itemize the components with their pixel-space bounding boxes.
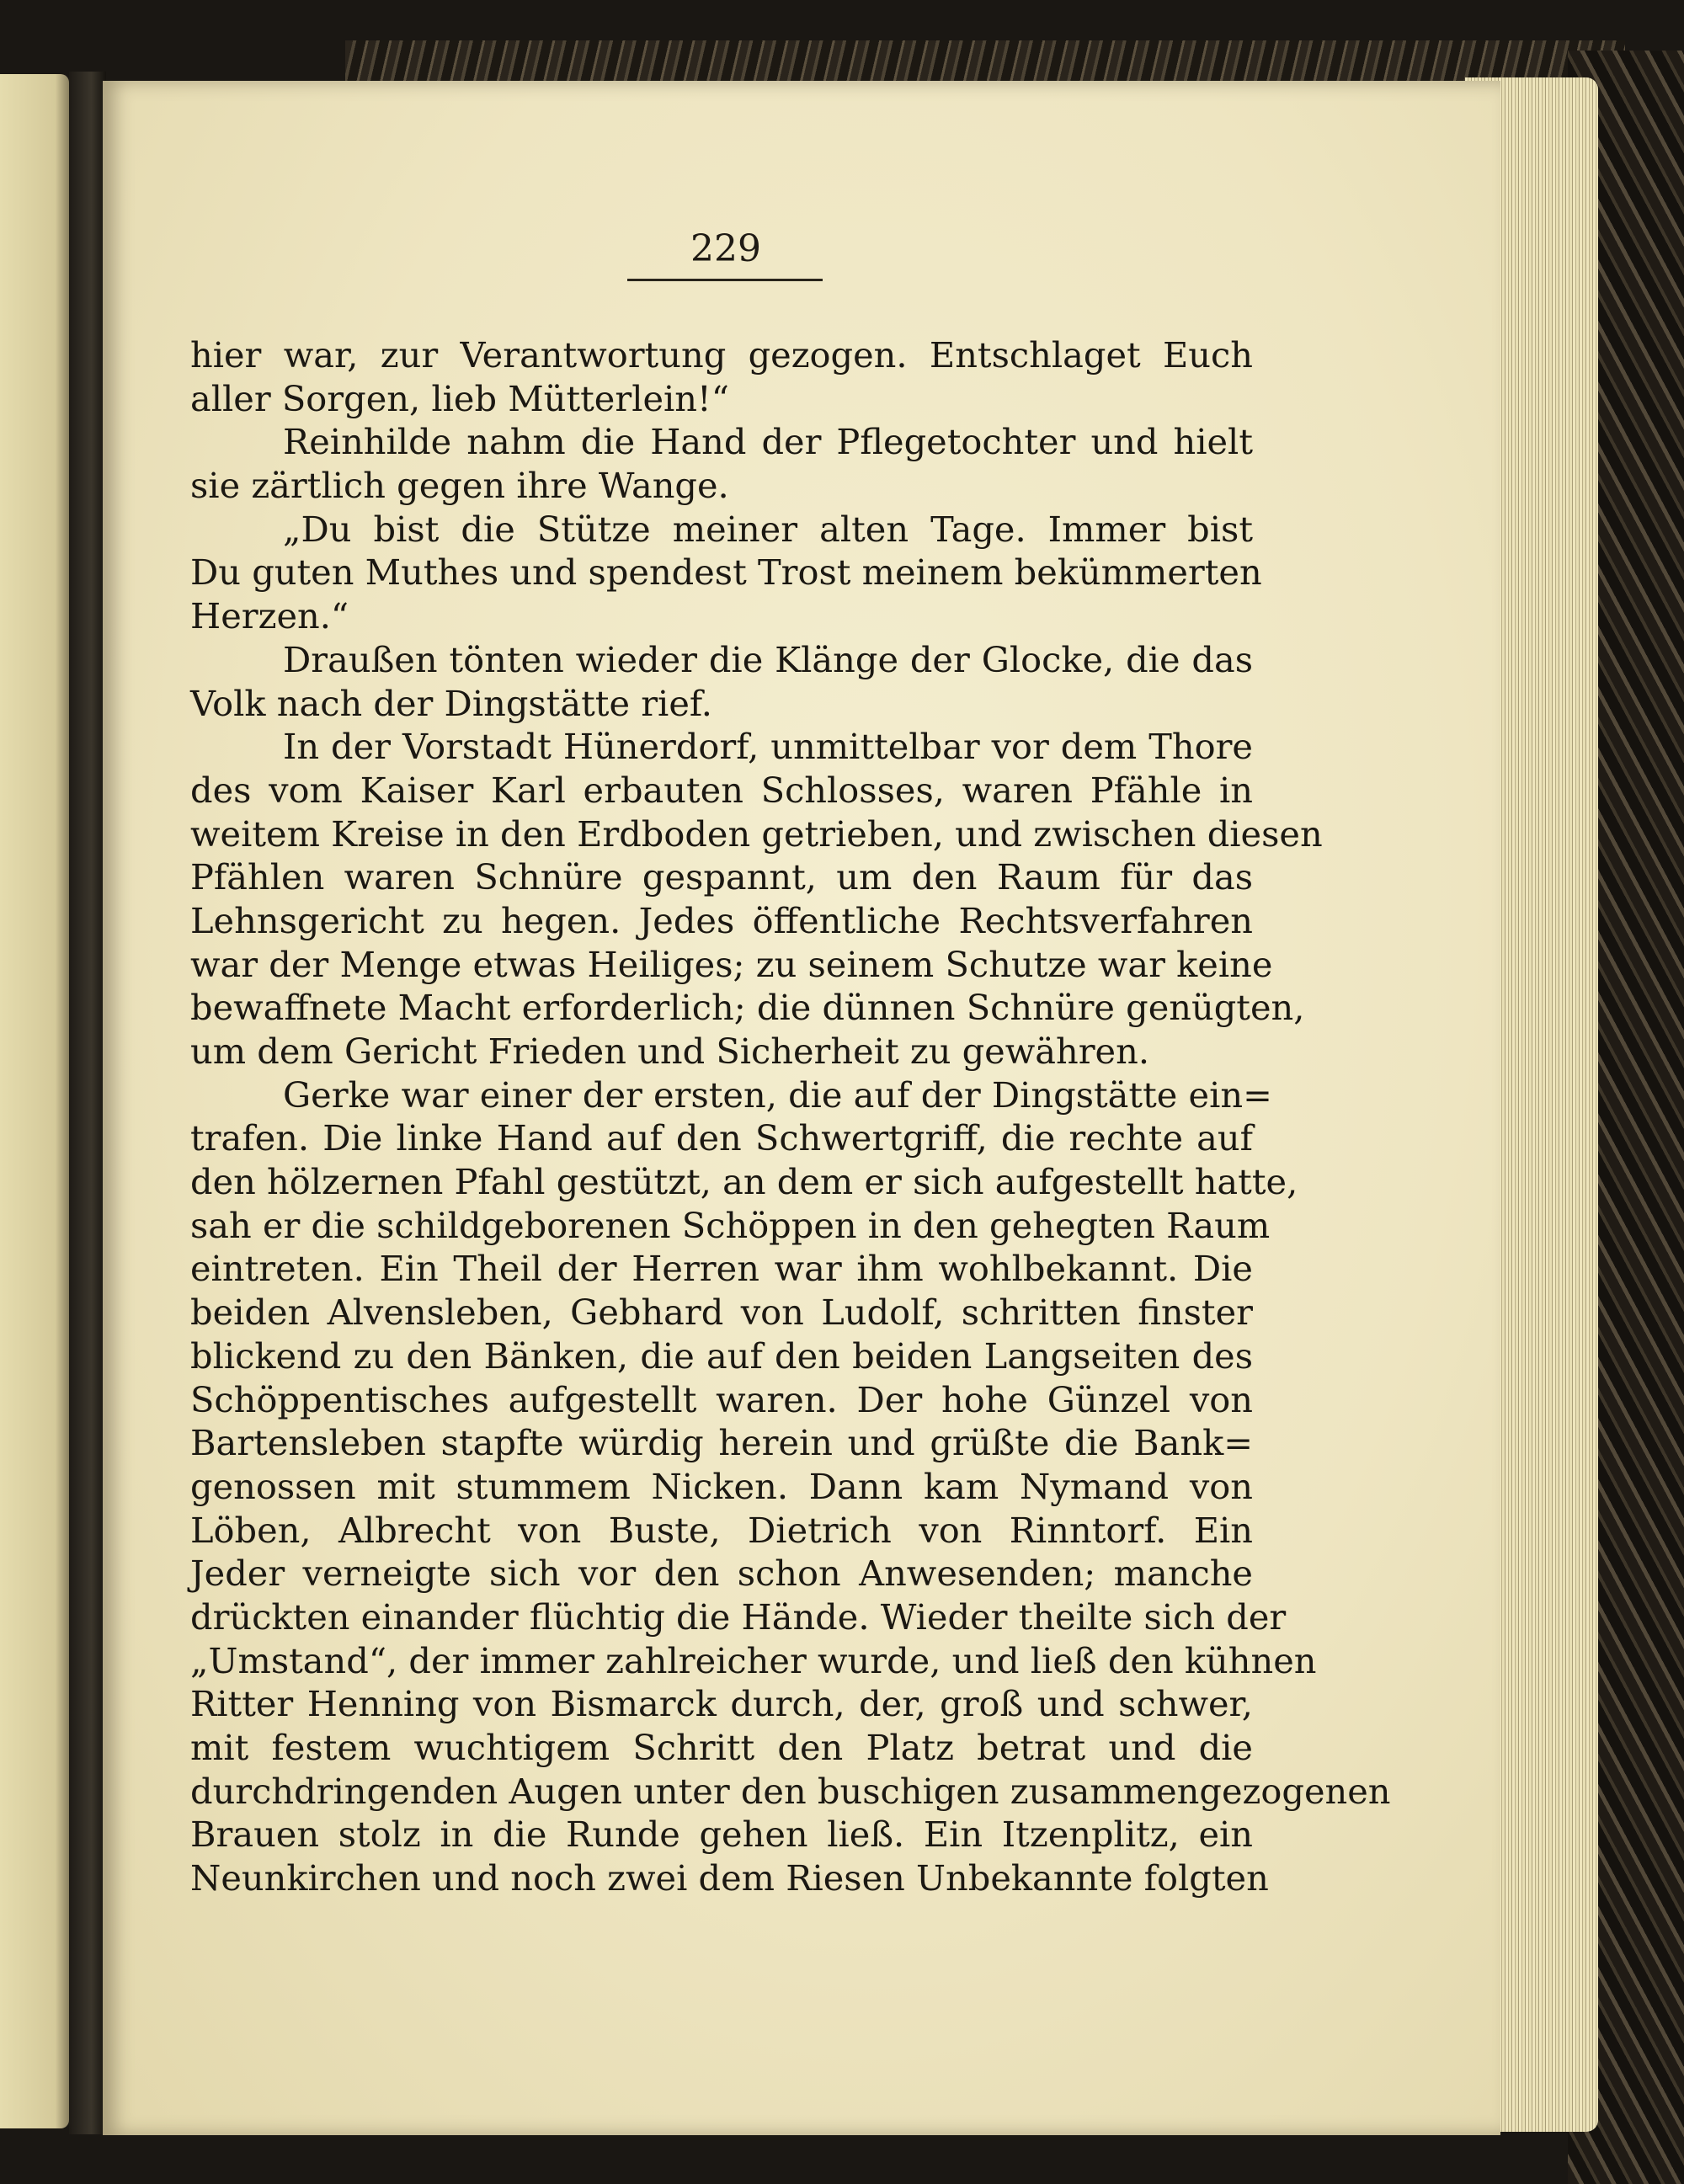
- text-line: Pfählen waren Schnüre gespannt, um den Raum für das: [190, 856, 1253, 898]
- text-line: sah er die schildgeborenen Schöppen in den gehegten Raum: [190, 1204, 1271, 1246]
- body-text: [190, 333, 1391, 1900]
- text-line: Lehnsgericht zu hegen. Jedes öffentliche Rechtsverfahren: [190, 899, 1253, 941]
- text-line: trafen. Die linke Hand auf den Schwertgriff, die rechte auf: [190, 1117, 1253, 1159]
- text-line: sie zärtlich gegen ihre Wange.: [190, 465, 729, 507]
- text-line: Neunkirchen und noch zwei dem Riesen Unbekannte folgten: [190, 1857, 1269, 1899]
- text-line: war der Menge etwas Heiliges; zu seinem Schutze war keine: [190, 943, 1273, 985]
- text-line: des vom Kaiser Karl erbauten Schlosses, waren Pfähle in: [190, 769, 1253, 811]
- text-line: eintreten. Ein Theil der Herren war ihm wohlbekannt. Die: [190, 1248, 1253, 1290]
- text-line: Brauen stolz in die Runde gehen ließ. Ein Itzenplitz, ein: [190, 1814, 1253, 1856]
- text-line: weitem Kreise in den Erdboden getrieben, und zwischen diesen: [190, 812, 1323, 855]
- text-line: In der Vorstadt Hünerdorf, unmittelbar vor dem Thore: [283, 726, 1253, 768]
- text-line: mit festem wuchtigem Schritt den Platz betrat und die: [190, 1727, 1253, 1768]
- text-line: Draußen tönten wieder die Klänge der Glocke, die das: [283, 638, 1253, 680]
- page-header: [621, 224, 831, 283]
- text-line: blickend zu den Bänken, die auf den beiden Langseiten des: [190, 1334, 1253, 1377]
- text-line: Bartensleben stapfte würdig herein und grüßte die Bank=: [190, 1422, 1253, 1464]
- text-line: beiden Alvensleben, Gebhard von Ludolf, schritten finster: [190, 1292, 1253, 1334]
- book-gutter: [69, 72, 106, 2134]
- text-line: Löben, Albrecht von Buste, Dietrich von Rinntorf. Ein: [190, 1509, 1253, 1551]
- text-line: den hölzernen Pfahl gestützt, an dem er sich aufgestellt hatte,: [190, 1161, 1298, 1203]
- text-line: Gerke war einer der ersten, die auf der Dingstätte ein=: [283, 1073, 1272, 1116]
- header-rule: [627, 279, 823, 281]
- text-line: Volk nach der Dingstätte rief.: [190, 682, 712, 724]
- text-line: Schöppentisches aufgestellt waren. Der hohe Günzel von: [190, 1378, 1253, 1420]
- text-line: durchdringenden Augen unter den buschigen zusammengezogenen: [190, 1770, 1391, 1812]
- text-line: hier war, zur Verantwortung gezogen. Entschlaget Euch: [190, 334, 1253, 376]
- text-line: aller Sorgen, lieb Mütterlein!“: [190, 377, 729, 419]
- text-line: Herzen.“: [190, 595, 349, 637]
- text-line: „Umstand“, der immer zahlreicher wurde, und ließ den kühnen: [190, 1639, 1317, 1681]
- text-line: um dem Gericht Frieden und Sicherheit zu gewähren.: [190, 1031, 1150, 1072]
- text-line: drückten einander flüchtig die Hände. Wieder theilte sich der: [190, 1595, 1287, 1638]
- text-line: Ritter Henning von Bismarck durch, der, groß und schwer,: [190, 1683, 1253, 1725]
- page-number: 229: [690, 227, 761, 270]
- text-line: Jeder verneigte sich vor den schon Anwesenden; manche: [190, 1553, 1253, 1595]
- previous-page-edge: [0, 74, 69, 2128]
- text-line: Du guten Muthes und spendest Trost meinem bekümmerten: [190, 551, 1262, 594]
- text-line: Reinhilde nahm die Hand der Pflegetochter und hielt: [283, 421, 1253, 463]
- text-line: genossen mit stummem Nicken. Dann kam Nymand von: [190, 1465, 1253, 1507]
- text-line: bewaffnete Macht erforderlich; die dünnen Schnüre genügten,: [190, 987, 1305, 1029]
- text-line: „Du bist die Stütze meiner alten Tage. Immer bist: [283, 508, 1253, 550]
